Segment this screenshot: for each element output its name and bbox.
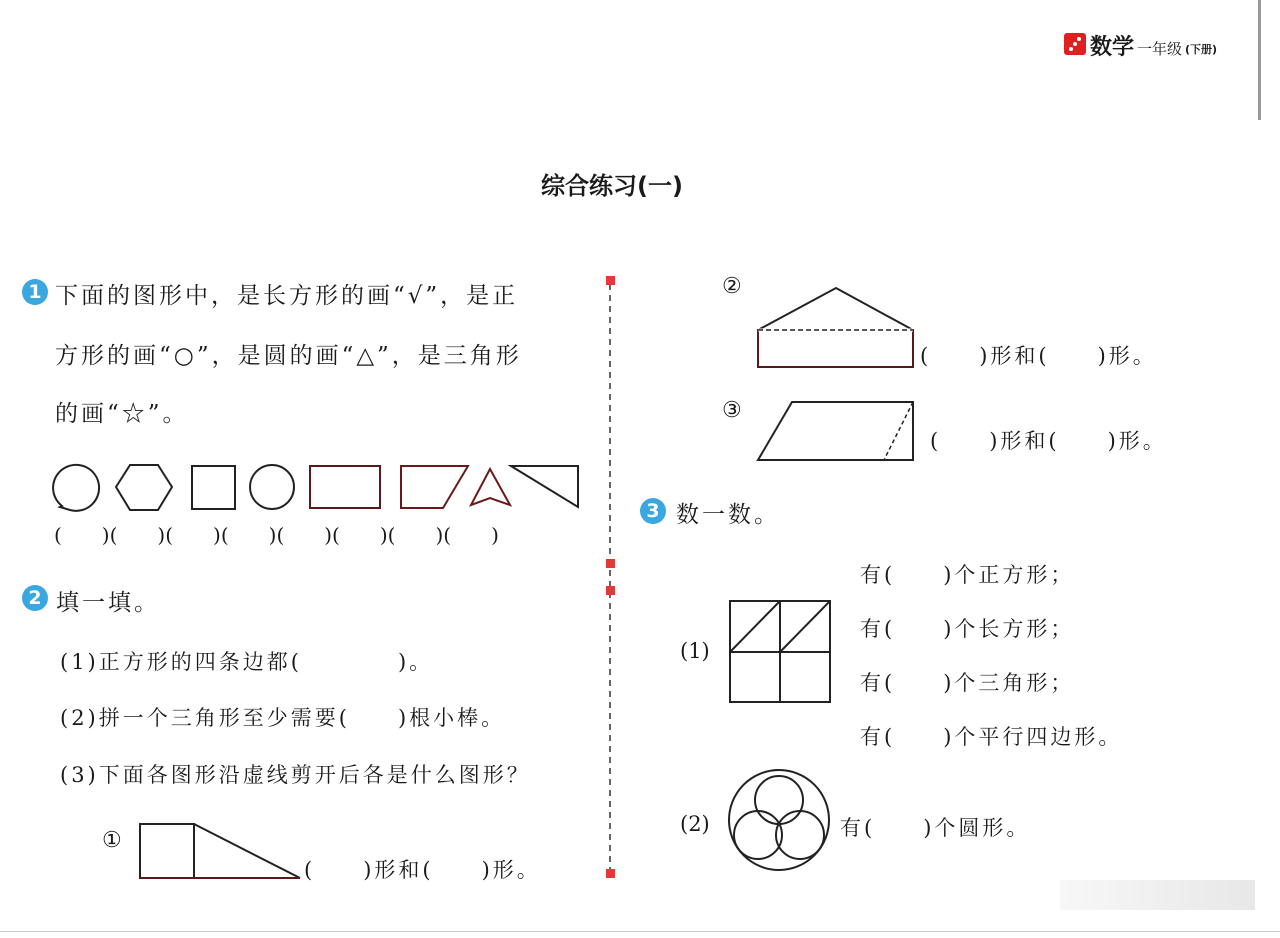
- divider-marker: [606, 276, 615, 285]
- shape-q2-1-rect: [140, 824, 194, 878]
- shape-circle: [250, 465, 294, 509]
- shape-q2-2-roof: [758, 288, 913, 330]
- q3-heading: 数一数。: [676, 502, 780, 528]
- divider-marker: [606, 559, 615, 568]
- shape-q2-1-slope: [194, 824, 300, 878]
- header-volume: (下册): [1185, 43, 1218, 56]
- shape-q2-2-rect: [758, 330, 913, 367]
- answer-blank[interactable]: ( ): [443, 523, 499, 547]
- scan-artifact: [1060, 880, 1255, 910]
- q2-item-3: (3)下面各图形沿虚线剪开后各是什么图形？: [60, 763, 531, 787]
- q3-count-line[interactable]: 有( )个长方形；: [860, 617, 1075, 641]
- q3-circle-count[interactable]: 有( )个圆形。: [840, 816, 1031, 840]
- q3-part1-label: (1): [680, 639, 710, 663]
- shape-trapezoid: [401, 466, 468, 508]
- answer-blank[interactable]: ( ): [109, 523, 166, 547]
- q3-count-line[interactable]: 有( )个平行四边形。: [860, 725, 1123, 749]
- answer-blank[interactable]: ( ): [220, 523, 277, 547]
- q3-part2-label: (2): [680, 812, 710, 836]
- answer-blank[interactable]: ( ): [387, 523, 444, 547]
- q2-sub-answer[interactable]: ( )形和( )形。: [304, 858, 541, 882]
- q1-text-line: 的画“☆”。: [55, 401, 189, 427]
- header-subject: 数学: [1090, 35, 1135, 60]
- answer-blank[interactable]: ( ): [276, 523, 333, 547]
- shape-right-triangle: [511, 466, 578, 507]
- q3-count-line[interactable]: 有( )个正方形；: [860, 563, 1075, 587]
- q2-item-1: (1)正方形的四条边都( )。: [60, 650, 434, 674]
- shape-rectangle: [310, 466, 380, 508]
- q2-sub-answer[interactable]: ( )形和( )形。: [930, 429, 1167, 453]
- q3-badge: 3: [640, 498, 666, 524]
- q2-sub-answer[interactable]: ( )形和( )形。: [920, 344, 1157, 368]
- answer-blank[interactable]: ( ): [165, 523, 221, 547]
- q2-sub-marker: ①: [102, 828, 122, 853]
- answer-blank[interactable]: ( ): [54, 523, 110, 547]
- q1-badge: 1: [22, 279, 48, 305]
- bottom-line: [0, 931, 1280, 932]
- shape-hexagon: [116, 465, 172, 510]
- page-title: 综合练习(一): [541, 172, 683, 200]
- q1-text-line: 下面的图形中，是长方形的画“√”，是正: [55, 283, 519, 309]
- q1-answer-blanks[interactable]: [54, 519, 499, 548]
- q2-badge: 2: [22, 585, 48, 611]
- shape-open-circle: [53, 465, 99, 511]
- q2-sub-marker: ③: [722, 398, 742, 423]
- shape-square: [192, 466, 235, 509]
- q2-item-2: (2)拼一个三角形至少需要( )根小棒。: [60, 706, 506, 730]
- answer-blank[interactable]: ( ): [332, 523, 388, 547]
- q2-heading: 填一填。: [56, 590, 160, 616]
- q2-sub-marker: ②: [722, 274, 742, 299]
- q1-text-line: 方形的画“○”，是圆的画“△”，是三角形: [55, 343, 522, 369]
- q3-count-line[interactable]: 有( )个三角形；: [860, 671, 1075, 695]
- shape-concave-triangle: [471, 469, 510, 505]
- shape-q2-3-parallelogram: [758, 402, 913, 460]
- divider-marker: [606, 586, 615, 595]
- divider-marker: [606, 869, 615, 878]
- header-grade: 一年级: [1137, 40, 1183, 58]
